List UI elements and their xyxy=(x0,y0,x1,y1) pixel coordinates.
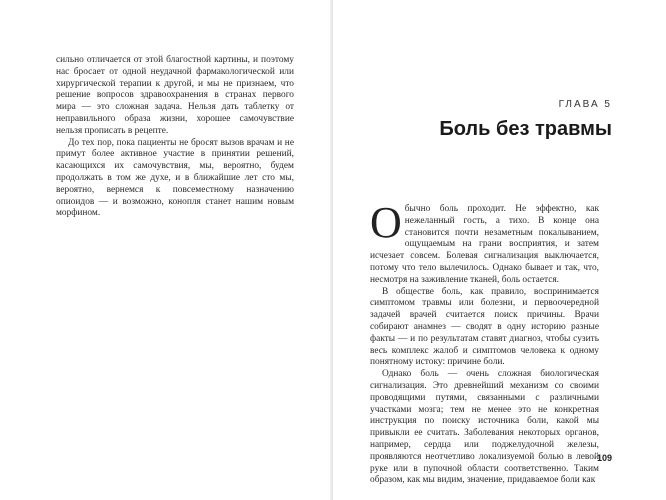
right-paragraph-1 xyxy=(370,198,599,287)
chapter-title: Боль без травмы xyxy=(439,118,612,140)
left-paragraph-2: До тех пор, пока пациенты не бросят вызов врачам и не примут более активное участие в принятии решений, касающихся их самочувствия, мы, вероятно, будем продолжать в том же духе, и в ближайшие лет сто мы, вероятно, вернемся к повсеместному назначению опиоидов — и возможно, конопля станет нашим новым морфином. xyxy=(56,137,294,219)
left-page xyxy=(0,0,332,500)
right-paragraph-3: Однако боль — очень сложная биологическая сигнализация. Это древнейший механизм со своими проводящими путями, связанными с различными участками мозга; тем не менее это не конкретная инструкция по поиску источника боли, какой мы привыкли ее считать. Заболевания некоторых органов, например, сердца или поджелудочной железы, проявляются неотчетливо локализуемой болью в левой руке или в пупочной области соответственно. Таким образом, как мы видим, значение, придаваемое боли как xyxy=(370,369,599,486)
right-page-text xyxy=(370,198,599,487)
right-paragraph-2: В обществе боль, как правило, воспринимается симптомом травмы или болезни, и первоочередной задачей врачей считается поиск причины. Врачи собирают анамнез — сводят в одну историю разные факты — и по результатам ставят диагноз, чтобы сузить весь комплекс жалоб и симптомов человека к одному понятному истоку: причине боли. xyxy=(370,286,599,368)
left-page-text xyxy=(56,55,294,220)
drop-cap: О xyxy=(370,198,402,247)
page-number: 109 xyxy=(596,453,612,463)
left-paragraph-1: сильно отличается от этой благостной картины, и поэтому нас бросает от одной неудачной фармакологической или хирургической терапии к другой, и мы не признаем, что решение вопросов здравоохранения в странах первого мира — это сложная задача. Нельзя дать таблетку от неправильного образа жизни, хорошее самочувствие нельзя прописать в рецепте. xyxy=(56,55,294,136)
right-paragraph-1-text: бычно боль проходит. Не эффектно, как нежеланный гость, а тихо. В конце она становится почти незаметным покалыванием, ощущаемым на грани восприятия, и затем исчезает совсем. Болевая сигнализация выключается, потому что тело вылечилось. Однако бывает и так, что, несмотря на заживление тканей, боль остается. xyxy=(370,204,599,285)
chapter-label: ГЛАВА 5 xyxy=(558,99,612,110)
